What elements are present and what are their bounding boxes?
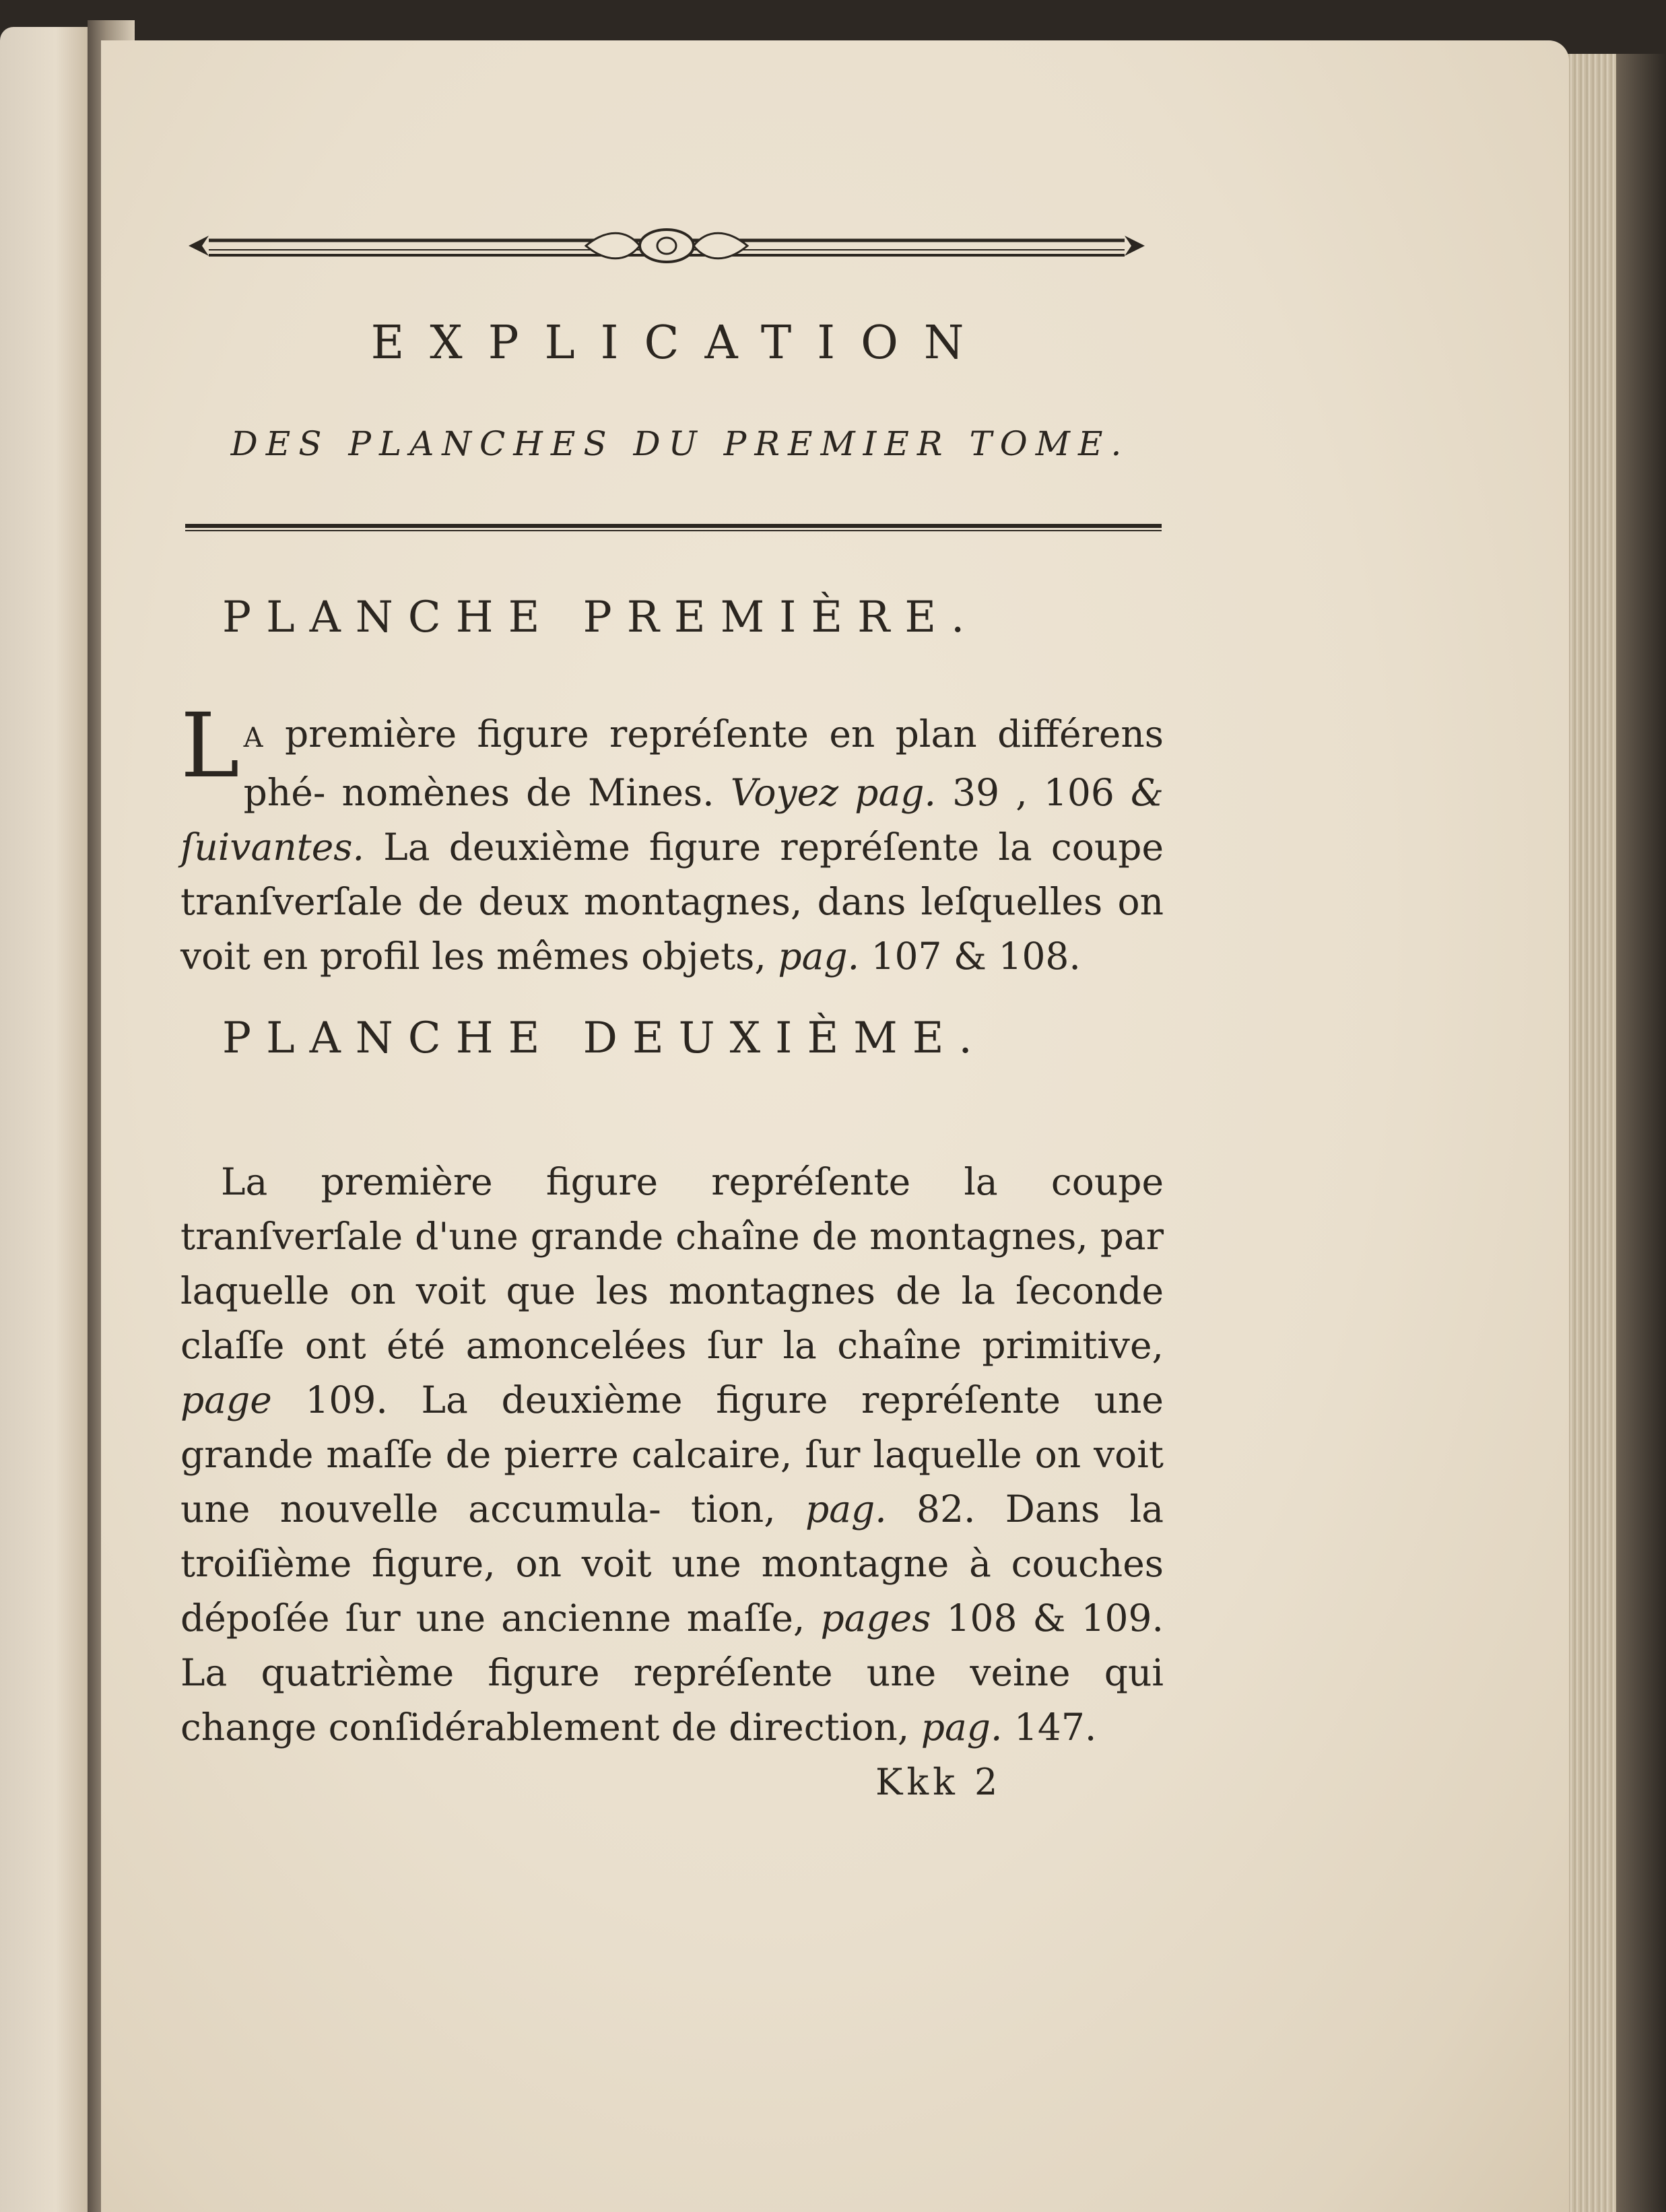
section-heading-planche-deuxieme: PLANCHE DEUXIÈME.: [222, 1013, 987, 1063]
signature-mark: Kkk 2: [875, 1761, 1002, 1803]
facing-page-edge: [0, 27, 101, 2212]
ornamental-rule: [182, 226, 1152, 266]
drop-cap: L: [180, 694, 240, 798]
paragraph-planche-premiere: L A première figure repréſente en plan différens phé- nomènes de Mines. Voyez pag. 39 , 106 & ſuivantes. La deuxième figure repréſente la coupe tranſverſale de deux montagnes, dans leſquelles on voit en profil les mêmes objets, pag. 107 & 108.: [180, 694, 1164, 978]
double-rule: [185, 524, 1162, 532]
page-edges-shadow: [1616, 54, 1666, 2212]
page-title: EXPLICATION: [370, 316, 990, 370]
section-heading-planche-premiere: PLANCHE PREMIÈRE.: [222, 593, 980, 642]
paragraph-planche-deuxieme: La première figure repréſente la coupe tranſverſale d'une grande chaîne de montagnes, par laquelle on voit que les montagnes de la ſeconde claſſe ont été amoncelées ſur la chaîne primitive, page 109. La deuxième figure repréſente une grande maſſe de pierre calcaire, ſur laquelle on voit une nouvelle accumula- tion, pag. 82. Dans la troiſième figure, on voit une montagne à couches dépoſée ſur une ancienne maſſe, pages 108 & 109. La quatrième figure repréſente une veine qui change conſidérablement de direction, pag. 147.: [180, 1160, 1164, 1749]
page-subtitle: DES PLANCHES DU PREMIER TOME.: [230, 424, 1130, 463]
